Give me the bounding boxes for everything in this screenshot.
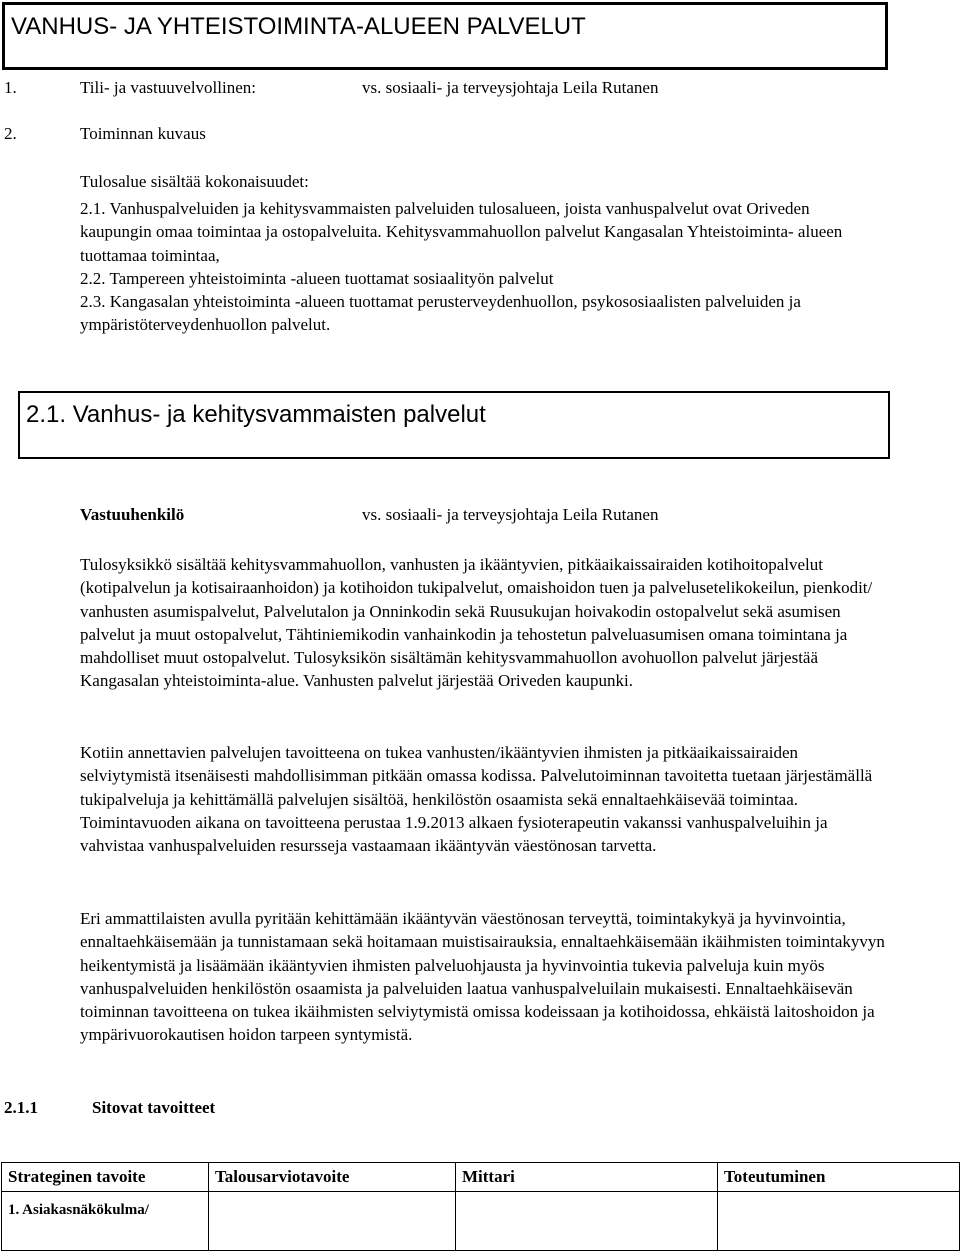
column-header-realization: Toteutuminen [718, 1163, 960, 1192]
section-2-item-1: 2.1. Vanhuspalveluiden ja kehitysvammaisten palveluiden tulosalueen, joista vanhuspalvelut ovat Oriveden kaupungin omaa toimintaa ja ostopalveluita. Kehitysvammahuollon palvelut Kangasalan Yhteistoiminta- alueen tuottamaa toimintaa, [80, 199, 843, 265]
section-1-label: Tili- ja vastuuvelvollinen: [80, 78, 256, 97]
header-title-box [2, 2, 888, 70]
goals-table [1, 1162, 960, 1251]
paragraph-1: Tulosyksikkö sisältää kehitysvammahuollon, vanhusten ja ikääntyvien, pitkäaikaissairaiden kotihoitopalvelut (kotipalvelun ja kotisairaanhoidon) ja kotihoidon tukipalvelut, omaishoidon tuen ja palvelusetelikokeilun, pienkodit/ vanhusten asumispalvelut, Palvelutalon ja Onninkodin sekä Ruusukujan hoivakodin ostopalvelut sekä asumisen palvelut ja muut ostopalvelut, Tähtiniemikodin vanhainkodin ja tehostetun palveluasumisen omana toimintana ja mahdolliset muut ostopalvelut. Tulosyksikön sisältämän kehitysvammahuollon avohuollon palvelut järjestää Kangasalan yhteistoiminta-alue. Vanhusten palvelut järjestää Oriveden kaupunki. [80, 555, 873, 691]
table-cell [456, 1192, 718, 1251]
section-1-value: vs. sosiaali- ja terveysjohtaja Leila Rutanen [362, 78, 659, 97]
section-2-item-3: 2.3. Kangasalan yhteistoiminta -alueen tuottamat perusterveydenhuollon, psykososiaalisten palveluiden ja ympäristöterveydenhuollon palvelut. [80, 292, 801, 335]
column-header-budget-goal: Talousarviotavoite [209, 1163, 456, 1192]
responsible-value: vs. sosiaali- ja terveysjohtaja Leila Rutanen [362, 505, 659, 524]
section-1-number: 1. [4, 78, 17, 97]
column-header-metric: Mittari [456, 1163, 718, 1192]
section-2-1-1-title: Sitovat tavoitteet [92, 1098, 216, 1117]
responsible-label: Vastuuhenkilö [80, 505, 185, 524]
paragraph-3: Eri ammattilaisten avulla pyritään kehittämään ikääntyvän väestönosan terveyttä, toimintakykyä ja hyvinvointia, ennaltaehkäisemään ja tunnistamaan sekä hoitamaan muistisairauksia, ennaltaehkäisemään ikäihmisten toimintakyvyn heikentymistä ja lisäämään ikääntyvien ihmisten palveluohjausta ja hyvinvointia tukevia palveluja kuin myös vanhuspalveluiden henkilöstön osaamista ja palveluiden laatua vanhuspalveluilain mukaisesti. Ennaltaehkäisevän toiminnan tavoitteena on tukea ikäihmisten selviytymistä omissa kodeissaan ja kotihoidossa, ehkäistä laitoshoidon ja ympärivuorokautisen hoidon tarpeen syntymistä. [80, 909, 885, 1045]
section-2-1-title-box [18, 391, 890, 459]
section-2-label: Toiminnan kuvaus [80, 124, 206, 143]
section-2-number: 2. [4, 124, 17, 143]
table-header-row [2, 1163, 960, 1192]
page-title: VANHUS- JA YHTEISTOIMINTA-ALUEEN PALVELUT [11, 13, 586, 40]
section-2-subheading: Tulosalue sisältää kokonaisuudet: [80, 172, 309, 191]
section-2-1-title: 2.1. Vanhus- ja kehitysvammaisten palvelut [26, 401, 486, 428]
section-2-1-1-number: 2.1.1 [4, 1098, 38, 1117]
paragraph-2: Kotiin annettavien palvelujen tavoitteena on tukea vanhusten/ikääntyvien ihmisten ja pitkäaikaissairaiden selviytymistä itsenäisesti mahdollisimman pitkään omassa kodissa. Palvelutoiminnan tavoitetta tuetaan järjestämällä tukipalveluja ja kehittämällä palvelujen sisältöä, henkilöstön osaamista sekä ennaltaehkäisevää toimintaa. Toimintavuoden aikana on tavoitteena perustaa 1.9.2013 alkaen fysioterapeutin vakanssi vanhuspalveluihin ja vahvistaa vanhuspalveluiden resursseja vastaamaan ikääntyvän väestönosan tarvetta. [80, 743, 873, 856]
table-row [2, 1192, 960, 1251]
table-cell [209, 1192, 456, 1251]
table-cell: 1. Asiakasnäkökulma/ [2, 1192, 209, 1251]
table-cell [718, 1192, 960, 1251]
section-2-item-2: 2.2. Tampereen yhteistoiminta -alueen tuottamat sosiaalityön palvelut [80, 269, 554, 288]
column-header-strategic-goal: Strateginen tavoite [2, 1163, 209, 1192]
